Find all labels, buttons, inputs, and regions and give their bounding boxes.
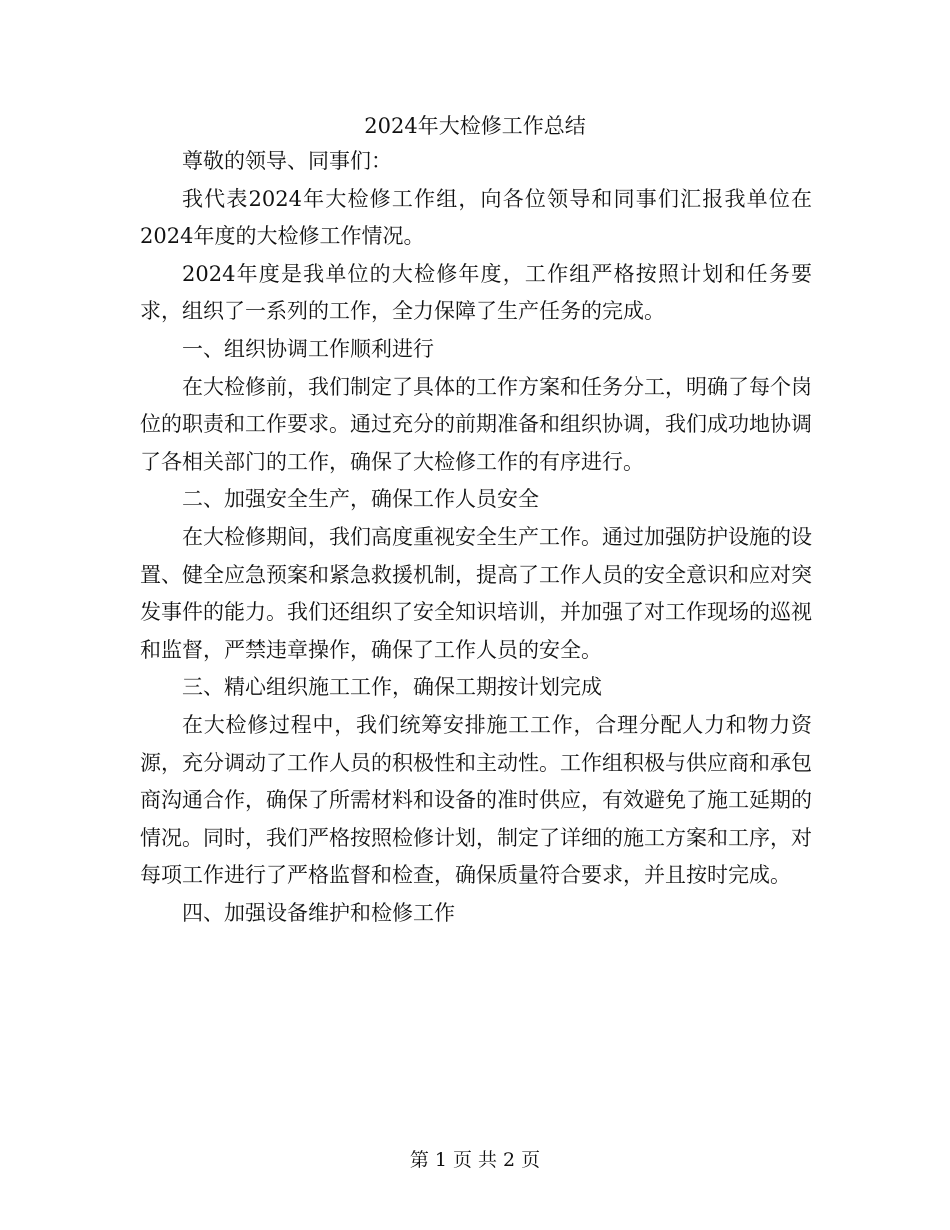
section-heading-2: 二、加强安全生产，确保工作人员安全 xyxy=(182,487,539,512)
overview-paragraph: 2024年度是我单位的大检修年度，工作组严格按照计划和任务要求，组织了一系列的工作，全力保障了生产任务的完成。 xyxy=(140,261,812,324)
page-number-footer: 第 1 页 共 2 页 xyxy=(409,1149,541,1171)
salutation-paragraph: 尊敬的领导、同事们： xyxy=(182,149,392,173)
intro-paragraph: 我代表2024年大检修工作组，向各位领导和同事们汇报我单位在2024年度的大检修工作情况。 xyxy=(140,186,812,249)
section-2-paragraph: 在大检修期间，我们高度重视安全生产工作。通过加强防护设施的设置、健全应急预案和紧急救援机制，提高了工作人员的安全意识和应对突发事件的能力。我们还组织了安全知识培训，并加强了对工作现场的巡视和监督，严禁违章操作，确保了工作人员的安全。 xyxy=(140,524,812,662)
document-body xyxy=(140,143,812,932)
section-heading-4: 四、加强设备维护和检修工作 xyxy=(182,900,455,925)
section-heading-3: 三、精心组织施工工作，确保工期按计划完成 xyxy=(182,675,602,700)
section-heading-1: 一、组织协调工作顺利进行 xyxy=(182,336,434,361)
section-3-paragraph: 在大检修过程中，我们统筹安排施工工作，合理分配人力和物力资源，充分调动了工作人员的积极性和主动性。工作组积极与供应商和承包商沟通合作，确保了所需材料和设备的准时供应，有效避免了施工延期的情况。同时，我们严格按照检修计划，制定了详细的施工方案和工序，对每项工作进行了严格监督和检查，确保质量符合要求，并且按时完成。 xyxy=(140,712,812,888)
document-title: 2024年大检修工作总结 xyxy=(364,114,586,138)
section-1-paragraph: 在大检修前，我们制定了具体的工作方案和任务分工，明确了每个岗位的职责和工作要求。通过充分的前期准备和组织协调，我们成功地协调了各相关部门的工作，确保了大检修工作的有序进行。 xyxy=(140,374,812,474)
